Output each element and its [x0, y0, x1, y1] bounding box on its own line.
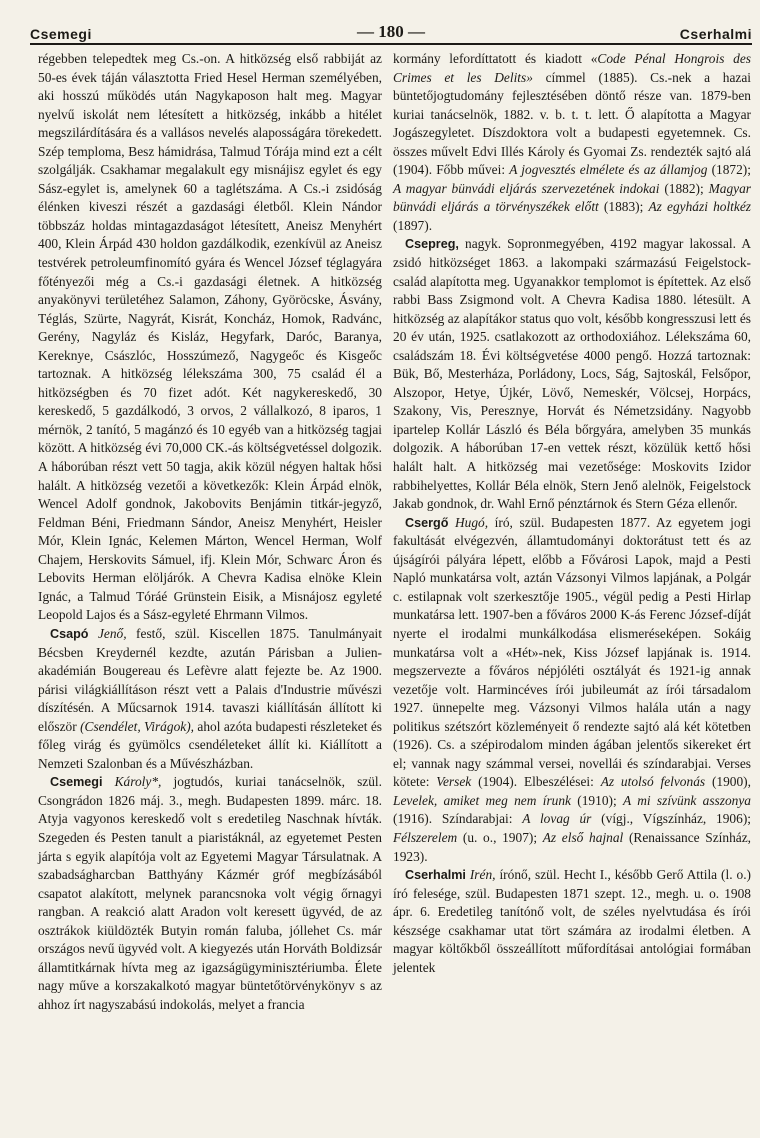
work-title: Az utolsó felvonás — [600, 774, 706, 790]
entry-given-name: Károly*, — [114, 774, 162, 790]
entry-text: nagyk. Sopronmegyében, 4192 magyar lakossal. A zsidó hitközséget 1863. a lakompaki származású Feigelstock-család alapította meg. Ugyanakkor templomot is építettek. Az első rabbi Bass Zsigmond volt. A Chevra Kadisa 1880. létesült. A hitközség az alapítákor status quo volt, később kongresszusi lett és 20 év után, 1925. csatlakozott az orthodoxiához. Lélekszáma 60, családszám 18. Évi költségvetése 4000 pengő. Hozzá tartoznak: Bük, Bő, Mesterháza, Porládony, Locs, Ság, Sajtoskál, Felsőpor, Alszopor, Hetye, Újkér, Lövő, Nemeskér, Völcsej, Horpács, Szakony, Vis, Peresznye, Horvát és Németzsidány. Nagyobb ipartelep Kollár László és Béla bőrgyára, amelyben 35 munkás dolgozik. A háborúban 17-en vettek részt, közülük kettő hősi halált halt. A hitközség mai vezetősége: Moskovits Izidor rabbihelyettes, Kollár Béla elnök, Stern Jenő alelnök, Feigelstock Jakab gondnok, dr. Wahl Ernő pénztárnok és Stern Géza ellenőr. — [393, 236, 751, 512]
work-title: Levelek, amiket meg nem írunk — [393, 792, 571, 808]
entry-text: (Renaissance Színház, 1923). — [393, 829, 751, 864]
header-left-keyword: Csemegi — [30, 26, 92, 42]
work-title: Magyar bünvádi eljárás a törvényszékek előtt — [393, 180, 751, 215]
entry-text: (1897). — [393, 217, 433, 233]
entry-works: (Csendélet, Virágok), — [80, 718, 195, 734]
entry-csemegi — [38, 773, 382, 1014]
entry-text: (1882); — [659, 180, 709, 196]
work-title: A jogvesztés elmélete és az államjog — [509, 162, 708, 178]
entry-given-name: Hugó, — [454, 514, 489, 530]
entry-headword: Csepreg, — [405, 237, 459, 252]
work-title: Code Pénal Hongrois des Crimes et les Delits» — [393, 51, 751, 85]
entry-text: (1872); — [707, 162, 751, 178]
entry-text: ahol azóta budapesti részleteket és főleg virág és gyümölcs csendéleteket állít ki. Kiállított a Nemzeti Szalonban és a Művészházban. — [38, 718, 382, 771]
entry-text: (1900), — [705, 774, 751, 790]
work-title: A mi szívünk asszonya — [623, 792, 751, 808]
entry-csepreg — [393, 235, 751, 513]
work-title: Félszerelem — [393, 829, 458, 845]
csemege-hitkozseg-paragraph: régebben telepedtek meg Cs.-on. A hitközség első rabbiját az 50-es évek táján választotta Fried Hesel Herman személyében, aki hosszú működés után Nagykaposon halt meg. Magyar nyelvű iskolát nem létesített a hitközség, inkább a hitélet megszilárdítására és a vallásos nevelés alaposságára törekedett. Szép temploma, Besz hámidrása, Talmud Tórája mind ezt a célt szolgálják. Csakhamar megalakult egy misnájisz egylet és egy Sász-egylet is, amelynek 60 a taglétszáma. A Cs.-i zsidóság élénken kiveszi részét a gazdasági életből. Klein Nándor többszáz holdas mintagazdaságot létesített, Aneisz Menyhért 400, Klein Árpád 430 holdon gazdálkodik, ezenkívül az Aneisz testvérek petroleumfinomító gyára és Wencel József téglagyára főtényezői még a Cs.-i gazdasági életnek. A hitközség anyakönyvi területéhez Salamon, Záhony, Györöcske, Ásvány, Téglás, Szürte, Nagyrát, Kisrát, Koncház, Homok, Radvánc, Gerény, Nagyláz és Kisláz, Hegyfark, Daróc, Baranya, Kereknye, Császlóc, Hosszúmező, Nagygeőc és Kisgeőc tartoznak. A hitközség lélekszáma 300, 75 család él a hitközségben és 70 fizet adót. Két nagykereskedő, 30 kereskedő, 5 gazdálkodó, 3 orvos, 2 vállalkozó, 8 iparos, 1 mérnök, 2 tanító, 5 magánzó és 10 egyéb van a hitközség tagjai között. A hitközség évi 70,000 CK.-ás költségvetéssel dolgozik. A háborúban részt vett 50 tagja, akik közül négyen haltak hősi halált. A hitközség vezetői a következők: Klein Árpád elnök, Wencel Adolf gondnok, Jakobovits Benjámin titkár-jegyző, Feldman Béni, Friedmann Sándor, Aneisz Menyhért, Heisler Mór, Klein Ignác, Kelemen Márton, Wencel Herman, Wolf Chajem, Herskovits Sámuel, ifj. Klein Mór, Schwarc Áron és Lebovits Herman elöljárók. A Chevra Kadisa elnöke Klein Ignác, a Talmud Tóráé Grünstein Eisik, a Misnájosz egyleté Leopold Lajos és a Sász-egyleté Ehrmann Vilmos. — [38, 51, 382, 623]
entry-text: (1883); — [598, 199, 649, 215]
entry-cserhalmi — [393, 866, 751, 977]
entry-given-name: Jenő, — [97, 625, 127, 641]
entry-text: (1916). Színdarabjai: — [393, 811, 523, 827]
entry-text: írónő, szül. Hecht I., később Gerő Attila (l. o.) író felesége, szül. Budapesten 1871 szept. 12., megh. u. o. 1908 ápr. 6. Eredetileg tanítónő volt, de széles nyelvtudása és írói készsége csakhamar utat tört számára az irodalmi életben. A magyar költőkből összeállított műfordításai antológiai formában jelentek — [393, 867, 751, 975]
work-title: Az első hajnal — [542, 829, 624, 845]
header-right-keyword: Cserhalmi — [679, 26, 752, 42]
running-header — [30, 22, 752, 44]
entry-text: (1904). Elbeszélései: — [471, 774, 601, 790]
entry-headword: Cserhalmi — [405, 868, 466, 883]
entry-headword: Csapó — [50, 626, 89, 641]
entry-text: festő, szül. Kiscellen 1875. Tanulmányait Bécsben Kreydernél kezdte, azután Párisban a Julien-akadémián Bougereau és Lefèvre alatt fejezte be. Az 1900. párisi világkiállításon részt vett a Palais d'Industrie művészi díszítésén. A Műcsarnok 1914. tavaszi kiállításán állított ki először — [38, 625, 382, 734]
entry-text: jogtudós, kuriai tanácselnök, szül. Csongrádon 1826 máj. 3., megh. Budapesten 1899. márc. 18. Atyja vagyonos kereskedő volt s eredetileg Naschnak hívták. Szegeden és Pesten tanult a piaristáknál, az egyetemet Pesten járta s egyik alapítója volt az Egyetemi Magyar Társulatnak. A szabadságharcban Batthyány Kázmér gróf megbízásából csapatot alakított, melynek parancsnoka volt végig őrnagyi rangban. A reakció alatt Aradon volt keresett ügyvéd, de az osztrákok kiüldözték Butyin román faluba, jóllehet Cs. már országos nevű ügyvéd volt. A kiegyezés után Horváth Boldizsár államtitkárnak hívta meg az igazságügyminisztériumba. Élete nagy műve a korszakalkotó magyar büntetőtörvénykönyv s az ahhoz írt nagyszabású indokolás, melyet a francia — [38, 774, 382, 1012]
entry-headword: Csemegi — [50, 775, 103, 790]
entry-cserg — [393, 514, 751, 866]
entry-headword: Csergő — [405, 515, 449, 530]
csemegi-continuation — [393, 50, 751, 235]
entry-text: (u. o., 1907); — [457, 829, 543, 845]
entry-text: (vígj., Vígszínház, 1906); — [591, 811, 751, 827]
entry-text: kormány lefordíttatott és kiadott « — [393, 51, 598, 66]
work-title: A lovag úr — [522, 811, 592, 827]
right-column — [393, 50, 751, 977]
work-title: Az egyházi holtkéz — [648, 199, 751, 215]
entry-text: író, szül. Budapesten 1877. Az egyetem jogi fakultását elvégezvén, államtudományi doktorátust tett és az újságírói pályára lépett, előbb a Fővárosi Lapok, majd a Pesti Napló munkatársa volt, aztán Vázsonyi Vilmos lapjának, a Polgár c. estilapnak volt szerkesztője 1905., végül pedig a Pesti Hirlap munkatársa lett. 1907-ben a főváros 2000 K-ás Ferenc József-díját nyerte el irodalmi munkálkodása elismeréseképen. Sokáig munkatársa volt a «Hét»-nek, Kiss József lapjának is. 1914. megszervezte a főváros népjóléti osztályát és 1921-ig annak vezetője volt. Harmincéves írói jubileumát az írói társadalom 1927. ünnepelte meg. Vázsonyi Vilmos halála után a nagy politikus szétszórt közleményeit ő rendezte sajtó alá két kötetben (1926). Cs. a szépirodalom minden ágában jelentős sikereket ért el; vannak nagy számmal versei, novellái és színdarabjai. Verses kötete: — [393, 514, 751, 790]
page-number: — 180 — — [357, 22, 425, 41]
work-title: Versek — [436, 774, 472, 790]
entry-text: (1910); — [570, 792, 623, 808]
entry-csapo — [38, 625, 382, 773]
entry-text: címmel (1885). Cs.-nek a hazai büntetőjogtudomány fejlesztésében döntő része van. 1879-ben kuriai tanácselnök, 1882. v. b. t. t. lett. Ő alapította a Magyar Jogászegyletet. Díszdoktora volt a budapesti egyetemnek. Cs. összes művelt Edvi Illés Károly és Gyomai Zs. rendezték sajtó alá (1904). Főbb művei: — [393, 69, 751, 178]
left-column — [38, 50, 382, 1014]
work-title: A magyar bünvádi eljárás szervezetének indokai — [393, 180, 660, 196]
entry-given-name: Irén, — [469, 867, 496, 883]
header-rule — [30, 43, 752, 45]
